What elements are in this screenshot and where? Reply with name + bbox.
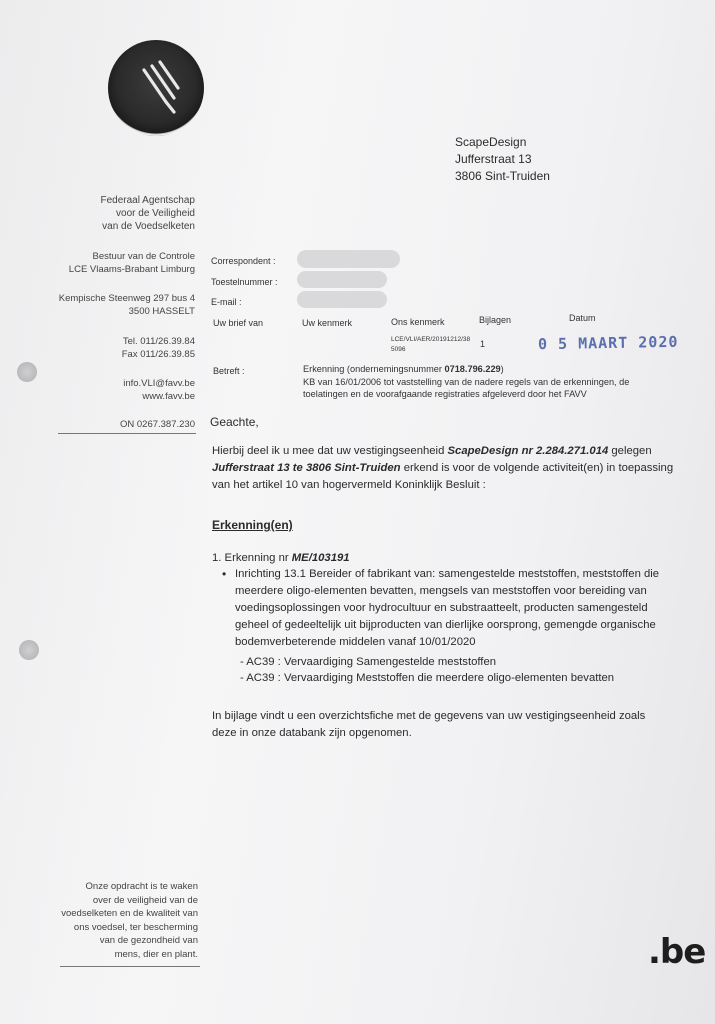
- phone-label: Toestelnummer :: [211, 277, 278, 287]
- greeting: Geachte,: [210, 415, 259, 429]
- redacted-email: [297, 291, 387, 308]
- redacted-correspondent: [297, 250, 400, 268]
- enterprise-number: 0718.796.229: [444, 364, 501, 374]
- our-ref-line-1: LCE/VLI/AER/20191212/38: [391, 336, 471, 343]
- office-address-2: 3500 HASSELT: [128, 306, 195, 317]
- office-on-number: ON 0267.387.230: [119, 419, 195, 430]
- unit-name: ScapeDesign nr 2.284.271.014: [447, 445, 609, 457]
- approvals-heading: Erkenning(en): [212, 518, 293, 532]
- activity-line: meerdere oligo-elementen bevatten, mengsels van meststoffen voor bereiding van: [235, 585, 647, 597]
- our-ref-line-2: 5096: [391, 346, 406, 353]
- agency-line-1: Federaal Agentschap: [100, 195, 195, 206]
- office-tel: Tel. 011/26.39.84: [122, 336, 195, 347]
- paragraph-2: In bijlage vindt u een overzichtsfiche met de gegevens van uw vestigingseenheid zoals deze in onze databank zijn opgenomen.: [212, 710, 646, 739]
- our-ref-label: Ons kenmerk: [391, 317, 445, 327]
- office-online: [123, 377, 195, 403]
- subject-label: Betreft :: [213, 366, 245, 376]
- office-phone: [122, 335, 195, 361]
- be-logo: .be: [648, 932, 706, 972]
- attachments-value: 1: [480, 339, 486, 349]
- activity-description: [235, 566, 695, 651]
- approval-item: 1. Erkenning nr ME/103191: [212, 552, 350, 564]
- mission-divider: [60, 966, 200, 967]
- redacted-phone: [297, 271, 387, 288]
- activity-line: bodemverbeterende middelen vanaf 10/01/2020: [235, 636, 476, 648]
- activity-line: Inrichting 13.1 Bereider of fabrikant van: samengestelde meststoffen, meststoffen die: [235, 568, 660, 580]
- sidebar-divider: [58, 433, 196, 434]
- office-address: [59, 292, 195, 318]
- subject-line-3: toelatingen en de voorafgaande registraties afgeleverd door het FAVV: [303, 389, 587, 399]
- office-address-1: Kempische Steenweg 297 bus 4: [58, 293, 195, 304]
- your-ref-label: Uw kenmerk: [302, 318, 353, 328]
- fork-icon: [108, 40, 204, 136]
- approval-number: ME/103191: [291, 552, 350, 564]
- office-line-1: Bestuur van de Controle: [92, 251, 195, 262]
- office-line-2: LCE Vlaams-Brabant Limburg: [68, 264, 195, 275]
- subject-line-1: Erkenning (ondernemingsnummer 0718.796.229): [303, 364, 504, 374]
- our-ref-value: [391, 335, 470, 355]
- office-unit: [69, 250, 195, 276]
- attachments-label: Bijlagen: [479, 315, 512, 325]
- correspondent-label: Correspondent :: [211, 256, 276, 266]
- subject-line-2: KB van 16/01/2006 tot vaststelling van de nadere regels van de erkenningen, de: [303, 376, 630, 387]
- office-fax: Fax 011/26.39.85: [121, 349, 195, 360]
- date-stamp: 0 5 MAART 2020: [537, 332, 679, 354]
- recipient-name: ScapeDesign: [455, 135, 527, 149]
- activity-line: geheel of gedeeltelijk uit bijproducten van dierlijke oorsprong, gemengde organische: [235, 619, 656, 631]
- your-letter-label: Uw brief van: [213, 318, 264, 328]
- email-label: E-mail :: [211, 297, 242, 307]
- office-web: www.favv.be: [142, 391, 195, 402]
- recipient-address: [455, 134, 550, 185]
- recipient-city: 3806 Sint-Truiden: [455, 169, 550, 183]
- agency-name: [100, 194, 195, 233]
- agency-line-2: voor de Veiligheid: [116, 208, 195, 219]
- mission-statement: Onze opdracht is te waken over de veiligheid van de voedselketen en de kwaliteit van ons voedsel, ter bescherming van de gezondheid van mens, dier en plant.: [61, 881, 198, 960]
- favv-logo: [108, 40, 204, 136]
- unit-address: Jufferstraat 13 te 3806 Sint-Truiden: [212, 462, 401, 474]
- recipient-street: Jufferstraat 13: [455, 152, 532, 166]
- activity-line: voedingsoplossingen voor hydrocultuur en substraatteelt, producten samengesteld: [235, 602, 648, 614]
- agency-line-3: van de Voedselketen: [102, 221, 195, 232]
- office-email: info.VLI@favv.be: [123, 378, 195, 389]
- punch-hole: [17, 362, 37, 382]
- punch-hole: [19, 640, 39, 660]
- activity-code-1: - AC39 : Vervaardiging Samengestelde meststoffen: [240, 656, 497, 668]
- bullet-icon: •: [222, 567, 227, 581]
- activity-code-2: - AC39 : Vervaardiging Meststoffen die meerdere oligo-elementen bevatten: [240, 672, 615, 684]
- date-label: Datum: [569, 313, 596, 323]
- subject-text: [303, 363, 629, 401]
- paragraph-1: Hierbij deel ik u mee dat uw vestigingseenheid ScapeDesign nr 2.284.271.014 gelegen Jufferstraat 13 te 3806 Sint-Truiden erkend is voor de volgende activiteit(en) in toepassing van het artikel 10 van hogervermeld Koninklijk Besluit :: [212, 445, 674, 491]
